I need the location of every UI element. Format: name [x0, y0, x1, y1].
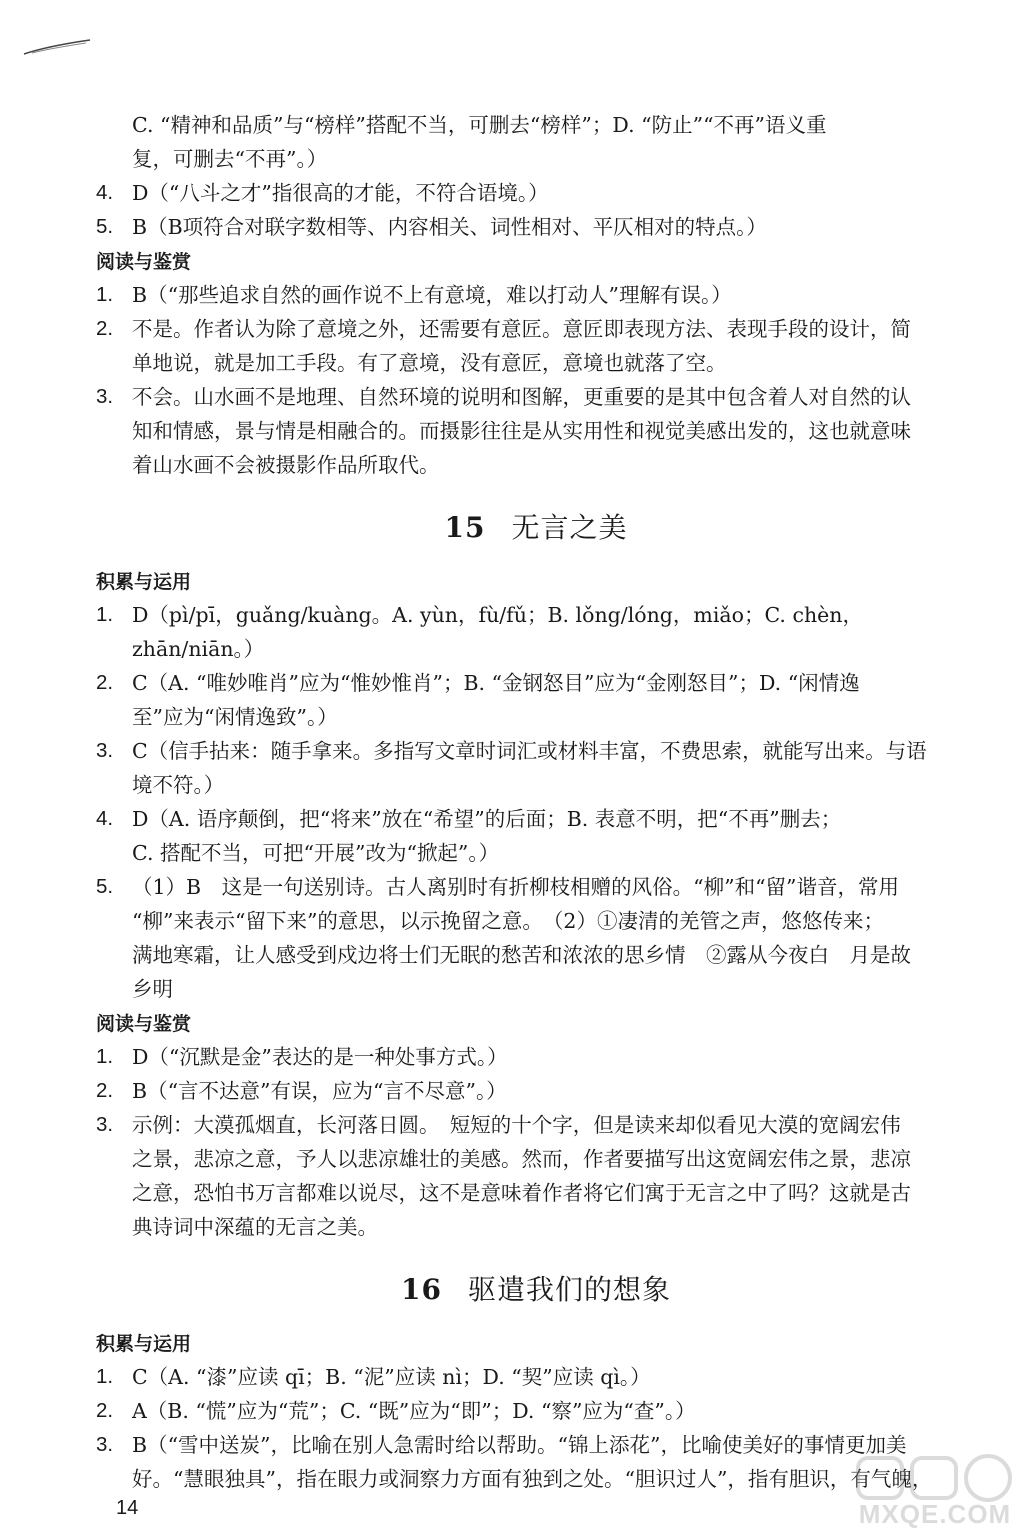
page-number: 14 [116, 1497, 139, 1519]
answer-item [96, 1394, 976, 1428]
lesson-title-15 [96, 508, 976, 548]
text-line: 着山水画不会被摄影作品所取代。 [132, 453, 440, 477]
text-line: 复，可删去“不再”。） [132, 147, 328, 171]
text-line: A（B. “慌”应为“荒”；C. “既”应为“即”；D. “察”应为“查”。） [132, 1399, 696, 1423]
item-3-continuation [96, 108, 976, 176]
item-number: 3. [96, 739, 114, 762]
lesson-name: 无言之美 [511, 511, 628, 544]
text-line: 好。“慧眼独具”，指在眼力或洞察力方面有独到之处。“胆识过人”，指有胆识，有气魄， [132, 1467, 933, 1491]
answer-item [96, 734, 976, 802]
item-number: 3. [96, 385, 114, 408]
watermark-seal-icon [850, 1452, 1020, 1504]
text-line: B（B项符合对联字数相等、内容相关、词性相对、平仄相对的特点。） [132, 215, 767, 239]
text-line: 至”应为“闲情逸致”。） [132, 705, 338, 729]
text-line: C（信手拈来：随手拿来。多指写文章时词汇或材料丰富，不费思索，就能写出来。与语 [132, 739, 927, 763]
item-number: 1. [96, 1365, 114, 1388]
answer-item [96, 312, 976, 380]
answer-content [96, 108, 976, 1496]
section-heading-reading: 阅读与鉴赏 [96, 251, 192, 273]
item-number: 3. [96, 1113, 114, 1136]
reading-answers [96, 278, 976, 482]
item-number: 3. [96, 1433, 114, 1456]
text-line: C. 搭配不当，可把“开展”改为“掀起”。） [132, 841, 500, 865]
answer-item [96, 802, 976, 870]
lesson-title-16 [96, 1270, 976, 1310]
text-line: 之意，恐怕书万言都难以说尽，这不是意味着作者将它们寓于无言之中了吗？这就是古 [132, 1181, 911, 1205]
accumulation-answers-15 [96, 598, 976, 1006]
item-number: 2. [96, 1079, 114, 1102]
text-line: D（“沉默是金”表达的是一种处事方式。） [132, 1045, 508, 1069]
text-line: 乡明 [132, 977, 173, 1001]
reading-answers-15 [96, 1040, 976, 1244]
item-number: 2. [96, 671, 114, 694]
text-line: 不会。山水画不是地理、自然环境的说明和图解，更重要的是其中包含着人对自然的认 [132, 385, 911, 409]
answer-item [96, 1074, 976, 1108]
text-line: 单地说，就是加工手段。有了意境，没有意匠，意境也就落了空。 [132, 351, 727, 375]
lesson-number: 16 [401, 1273, 442, 1306]
text-line: D（A. 语序颠倒，把“将来”放在“希望”的后面；B. 表意不明，把“不再”删去； [132, 807, 842, 831]
item-number: 4. [96, 181, 114, 204]
item-number: 1. [96, 603, 114, 626]
corner-scan-mark [22, 38, 92, 56]
answer-item-5 [96, 210, 976, 244]
lesson-name: 驱遣我们的想象 [467, 1273, 671, 1306]
answer-item [96, 1040, 976, 1074]
watermark-text: MXQE.COM [858, 1499, 1012, 1529]
text-line: 之景，悲凉之意，予人以悲凉雄壮的美感。然而，作者要描写出这宽阔宏伟之景，悲凉 [132, 1147, 911, 1171]
text-line: C（A. “唯妙唯肖”应为“惟妙惟肖”；B. “金钢怒目”应为“金刚怒目”；D. “闲情逸 [132, 671, 860, 695]
item-number: 5. [96, 215, 114, 238]
section-heading-accumulation: 积累与运用 [96, 571, 192, 593]
text-line: C（A. “漆”应读 qī；B. “泥”应读 nì；D. “契”应读 qì。） [132, 1365, 651, 1389]
answer-item [96, 380, 976, 482]
text-line: “柳”来表示“留下来”的意思，以示挽留之意。 （2）①凄清的羌管之声，悠悠传来； [132, 909, 884, 933]
item-number: 1. [96, 1045, 114, 1068]
lesson-number: 15 [444, 511, 486, 544]
text-line: 典诗词中深蕴的无言之美。 [132, 1215, 378, 1239]
text-line: B（“雪中送炭”，比喻在别人急需时给以帮助。“锦上添花”，比喻使美好的事情更加美 [132, 1433, 907, 1457]
answer-item [96, 666, 976, 734]
text-line: B（“那些追求自然的画作说不上有意境，难以打动人”理解有误。） [132, 283, 732, 307]
answer-item [96, 1360, 976, 1394]
item-number: 5. [96, 875, 114, 898]
answer-item [96, 598, 976, 666]
section-heading-reading-15: 阅读与鉴赏 [96, 1013, 192, 1035]
answer-item [96, 870, 976, 1006]
text-line: B（“言不达意”有误，应为“言不尽意”。） [132, 1079, 507, 1103]
answer-item [96, 1108, 976, 1244]
answer-item-4 [96, 176, 976, 210]
text-line: 不是。作者认为除了意境之外，还需要有意匠。意匠即表现方法、表现手段的设计，简 [132, 317, 911, 341]
watermark-logo [850, 1452, 1020, 1532]
text-line: D（pì/pī，guǎng/kuàng。A. yùn，fù/fǔ；B. lǒng/lóng，miǎo；C. chèn，zhān/niān。） [132, 603, 863, 661]
item-number: 1. [96, 283, 114, 306]
answer-item [96, 278, 976, 312]
text-line: 示例：大漠孤烟直，长河落日圆。 短短的十个字，但是读来却似看见大漠的宽阔宏伟 [132, 1113, 901, 1137]
section-heading-accumulation-16: 积累与运用 [96, 1333, 192, 1355]
item-number: 4. [96, 807, 114, 830]
text-line: 境不符。） [132, 773, 225, 797]
text-line: （1）B 这是一句送别诗。古人离别时有折柳枝相赠的风俗。“柳”和“留”谐音，常用 [132, 875, 900, 899]
text-line: 满地寒霜，让人感受到戍边将士们无眠的愁苦和浓浓的思乡情 ②露从今夜白 月是故 [132, 943, 911, 967]
text-line: D（“八斗之才”指很高的才能，不符合语境。） [132, 181, 549, 205]
text-line: C. “精神和品质”与“榜样”搭配不当，可删去“榜样”；D. “防止”“不再”语义重 [132, 113, 827, 137]
item-number: 2. [96, 317, 114, 340]
answer-item [96, 1428, 976, 1496]
accumulation-answers-16 [96, 1360, 976, 1496]
text-line: 知和情感，景与情是相融合的。而摄影往往是从实用性和视觉美感出发的，这也就意味 [132, 419, 911, 443]
item-number: 2. [96, 1399, 114, 1422]
